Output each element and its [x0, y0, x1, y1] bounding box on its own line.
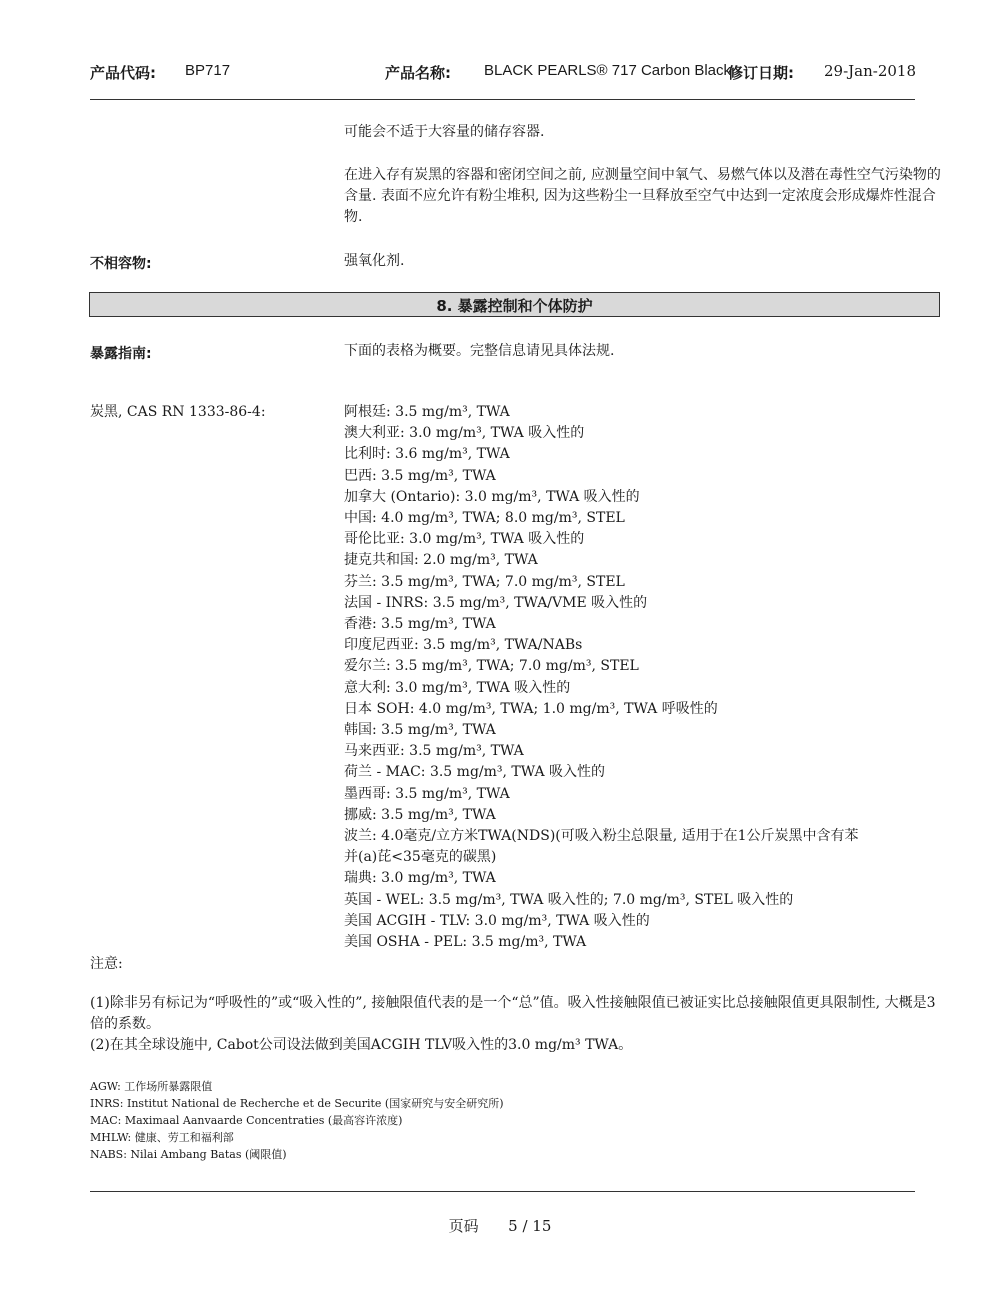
exposure-limit-item: 巴西: 3.5 mg/m³, TWA [344, 467, 496, 484]
exposure-limit-item: 波兰: 4.0毫克/立方米TWA(NDS)(可吸入粉尘总限量, 适用于在1公斤炭黑中含有苯 [344, 828, 859, 845]
exposure-limit-item: 美国 ACGIH - TLV: 3.0 mg/m³, TWA 吸入性的 [344, 912, 650, 929]
exposure-limits-list [344, 402, 944, 953]
exposure-limit-item: 荷兰 - MAC: 3.5 mg/m³, TWA 吸入性的 [344, 764, 606, 781]
exposure-limit-item: 英国 - WEL: 3.5 mg/m³, TWA 吸入性的; 7.0 mg/m³, STEL 吸入性的 [344, 891, 794, 908]
revision-date-value: 29-Jan-2018 [824, 62, 917, 80]
abbreviation-item: INRS: Institut National de Recherche et de Securite (国家研究与安全研究所) [90, 1097, 504, 1110]
exposure-limit-item: 爱尔兰: 3.5 mg/m³, TWA; 7.0 mg/m³, STEL [344, 658, 639, 675]
storage-note-2: 在进入存有炭黑的容器和密闭空间之前, 应测量空间中氧气、易燃气体以及潜在毒性空气污染物的含量. 表面不应允许有粉尘堆积, 因为这些粉尘一旦释放至空气中达到一定浓度会形成爆炸性混合物. [344, 167, 941, 225]
incompatible-value: 强氧化剂. [344, 253, 405, 269]
section-8-title: 8. 暴露控制和个体防护 [436, 297, 593, 315]
exposure-limit-item: 哥伦比亚: 3.0 mg/m³, TWA 吸入性的 [344, 531, 585, 548]
exposure-limit-item: 日本 SOH: 4.0 mg/m³, TWA; 1.0 mg/m³, TWA 呼吸性的 [344, 700, 718, 717]
page-label: 页码 [448, 1217, 479, 1235]
exposure-limit-item: 印度尼西亚: 3.5 mg/m³, TWA/NABs [344, 637, 583, 654]
storage-note-1: 可能会不适于大容量的储存容器. [344, 124, 545, 140]
exposure-limit-item: 韩国: 3.5 mg/m³, TWA [344, 722, 496, 739]
incompatible-label: 不相容物: [90, 256, 152, 272]
abbreviations-list [90, 1078, 503, 1163]
abbreviation-item: AGW: 工作场所暴露限值 [90, 1080, 213, 1093]
product-name-value: BLACK PEARLS® 717 Carbon Black [484, 62, 732, 79]
exposure-limit-item: 中国: 4.0 mg/m³, TWA; 8.0 mg/m³, STEL [344, 510, 625, 527]
product-code-label: 产品代码: [90, 64, 156, 82]
product-name-label: 产品名称: [385, 64, 451, 82]
page-number: 5 / 15 [508, 1217, 552, 1235]
product-code-value: BP717 [185, 62, 231, 79]
revision-date-label: 修订日期: [728, 64, 794, 82]
exposure-limit-item: 加拿大 (Ontario): 3.0 mg/m³, TWA 吸入性的 [344, 488, 640, 505]
note-1: (1)除非另有标记为“呼吸性的”或“吸入性的”, 接触限值代表的是一个“总”值。吸入性接触限值已被证实比总接触限值更具限制性, 大概是3倍的系数。 [90, 995, 936, 1032]
exposure-limit-item: 瑞典: 3.0 mg/m³, TWA [344, 870, 496, 887]
exposure-limit-item: 芬兰: 3.5 mg/m³, TWA; 7.0 mg/m³, STEL [344, 573, 625, 590]
exposure-limit-item: 澳大利亚: 3.0 mg/m³, TWA 吸入性的 [344, 425, 585, 442]
note-2: (2)在其全球设施中, Cabot公司设法做到美国ACGIH TLV吸入性的3.0 mg/m³ TWA。 [90, 1037, 633, 1053]
footer-divider [90, 1191, 915, 1192]
abbreviation-item: MAC: Maximaal Aanvaarde Concentraties (最高容许浓度) [90, 1114, 403, 1127]
exposure-limit-item: 法国 - INRS: 3.5 mg/m³, TWA/VME 吸入性的 [344, 594, 648, 611]
exposure-limit-item: 挪威: 3.5 mg/m³, TWA [344, 806, 496, 823]
exposure-guide-label: 暴露指南: [90, 346, 152, 362]
exposure-limit-item: 美国 OSHA - PEL: 3.5 mg/m³, TWA [344, 934, 587, 951]
notes-block [90, 993, 940, 1056]
section-8-heading [89, 292, 940, 317]
exposure-limit-item: 阿根廷: 3.5 mg/m³, TWA [344, 404, 510, 420]
header-divider [90, 99, 915, 100]
carbon-black-label: 炭黑, CAS RN 1333-86-4: [90, 404, 266, 420]
notes-label: 注意: [90, 956, 123, 972]
exposure-guide-value: 下面的表格为概要。完整信息请见具体法规. [344, 343, 615, 359]
exposure-limit-item: 墨西哥: 3.5 mg/m³, TWA [344, 785, 510, 802]
abbreviation-item: NABS: Nilai Ambang Batas (阈限值) [90, 1148, 287, 1161]
exposure-limit-item: 马来西亚: 3.5 mg/m³, TWA [344, 743, 524, 760]
exposure-limit-item: 意大利: 3.0 mg/m³, TWA 吸入性的 [344, 679, 571, 696]
exposure-limit-item: 并(a)芘<35毫克的碳黑) [344, 849, 497, 866]
exposure-limit-item: 比利时: 3.6 mg/m³, TWA [344, 446, 510, 463]
exposure-limit-item: 捷克共和国: 2.0 mg/m³, TWA [344, 552, 538, 569]
abbreviation-item: MHLW: 健康、劳工和福利部 [90, 1131, 234, 1144]
page-footer [0, 1215, 1000, 1236]
exposure-limit-item: 香港: 3.5 mg/m³, TWA [344, 616, 496, 633]
